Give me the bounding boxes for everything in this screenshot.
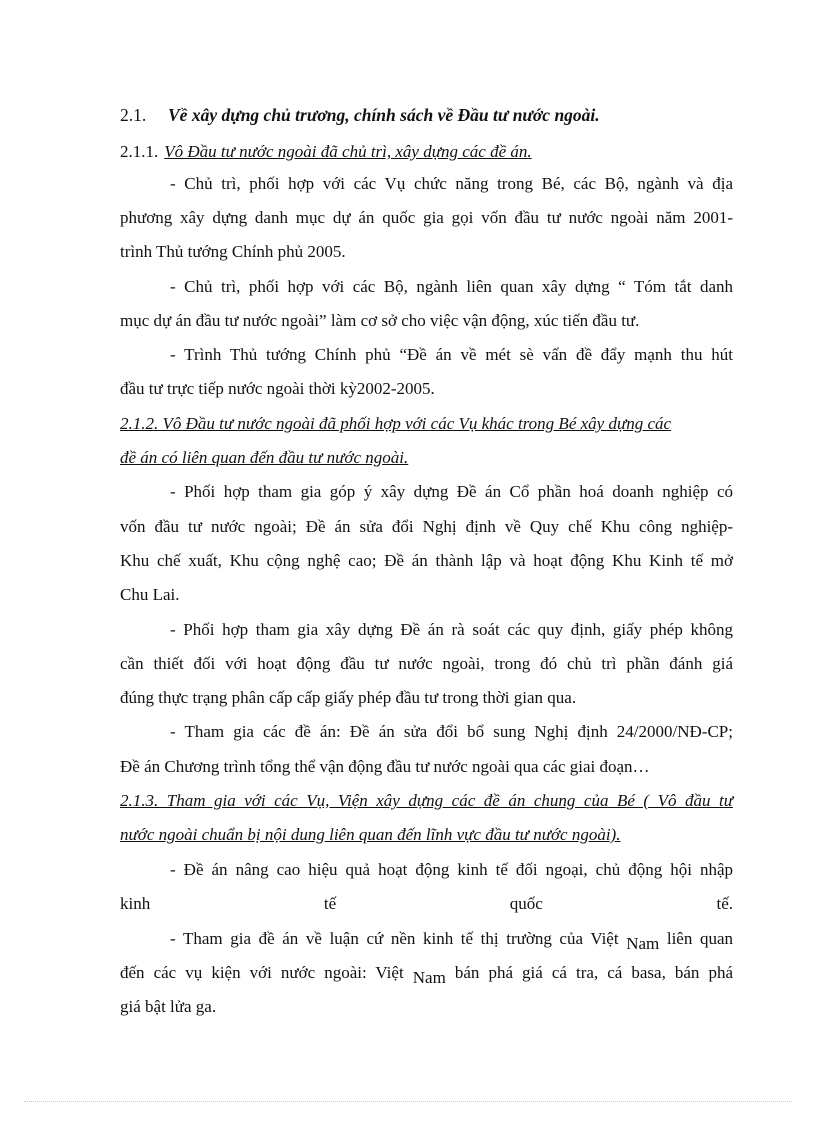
paragraph-line: kinh tế quốc tế. — [120, 894, 733, 913]
section-title: Vô Đầu tư nước ngoài đã chủ trì, xây dựng các đề án. — [164, 142, 532, 161]
paragraph-line: mục dự án đầu tư nước ngoài” làm cơ sở cho việc vận động, xúc tiến đầu tư. — [120, 311, 640, 330]
paragraph-line: Chu Lai. — [120, 585, 180, 604]
paragraph-line: Khu chế xuất, Khu cộng nghệ cao; Đề án thành lập và hoạt động Khu Kinh tế mở — [120, 551, 733, 570]
paragraph-line: - Phối hợp tham gia xây dựng Đề án rà soát các quy định, giấy phép không — [170, 620, 733, 639]
paragraph-line: - Chủ trì, phối hợp với các Bộ, ngành liên quan xây dựng “ Tóm tắt danh — [170, 277, 733, 296]
paragraph-line: - Chủ trì, phối hợp với các Vụ chức năng trong Bé, các Bộ, ngành và địa — [170, 174, 733, 193]
text-run: - Tham gia đề án về luận cứ nền kinh tế thị trường của Việt — [170, 929, 619, 948]
paragraph-line: đầu tư trực tiếp nước ngoài thời kỳ2002-2005. — [120, 379, 435, 398]
paragraph-line: giá bật lửa ga. — [120, 997, 217, 1016]
paragraph-line — [120, 962, 734, 987]
section-heading-2-1-3: 2.1.3. Tham gia với các Vụ, Viện xây dựng các đề án chung của Bé ( Vô đầu tư — [120, 791, 733, 810]
paragraph-line — [170, 928, 733, 953]
page-bottom-divider — [24, 1101, 792, 1102]
text-run: đến các vụ kiện với nước ngoài: Việt — [120, 963, 404, 982]
paragraph-line: - Tham gia các đề án: Đề án sửa đổi bổ sung Nghị định 24/2000/NĐ-CP; — [170, 722, 733, 741]
section-heading-2-1-3-cont: nước ngoài chuẩn bị nội dung liên quan đến lĩnh vực đầu tư nước ngoài). — [120, 825, 621, 844]
paragraph-line: - Phối hợp tham gia góp ý xây dựng Đề án Cổ phần hoá doanh nghiệp có — [170, 482, 733, 501]
text-run: Nam — [626, 934, 660, 953]
text-run: bán phá giá cá tra, cá basa, bán phá — [454, 963, 734, 982]
section-heading-2-1-2-cont: đề án có liên quan đến đầu tư nước ngoài. — [120, 448, 409, 467]
section-title: Về xây dựng chủ trương, chính sách về Đầu tư nước ngoài. — [168, 105, 600, 125]
section-heading-2-1 — [120, 104, 733, 126]
paragraph-line: - Đề án nâng cao hiệu quả hoạt động kinh tế đối ngoại, chủ động hội nhập — [170, 860, 733, 879]
paragraph-line: cần thiết đối với hoạt động đầu tư nước ngoài, trong đó chủ trì phần đánh giá — [120, 654, 733, 673]
section-heading-2-1-2: 2.1.2. Vô Đầu tư nước ngoài đã phối hợp với các Vụ khác trong Bé xây dựng các — [120, 414, 672, 433]
text-run: Nam — [412, 968, 446, 987]
section-heading-2-1-1 — [120, 141, 733, 163]
section-number: 2.1.1. — [120, 142, 159, 161]
paragraph-line: trình Thủ tướng Chính phủ 2005. — [120, 242, 346, 261]
paragraph-line: - Trình Thủ tướng Chính phủ “Đề án về mét sè vấn đề đẩy mạnh thu hút — [170, 345, 733, 364]
text-run: liên quan — [666, 929, 733, 948]
paragraph-line: vốn đầu tư nước ngoài; Đề án sửa đổi Nghị định về Quy chế Khu công nghiệp- — [120, 517, 733, 536]
paragraph-line: Đề án Chương trình tổng thể vận động đầu tư nước ngoài qua các giai đoạn… — [120, 757, 650, 776]
paragraph-line: đúng thực trạng phân cấp cấp giấy phép đầu tư trong thời gian qua. — [120, 688, 577, 707]
section-number: 2.1. — [120, 105, 147, 125]
paragraph-line: phương xây dựng danh mục dự án quốc gia gọi vốn đầu tư nước ngoài năm 2001- — [120, 208, 733, 227]
